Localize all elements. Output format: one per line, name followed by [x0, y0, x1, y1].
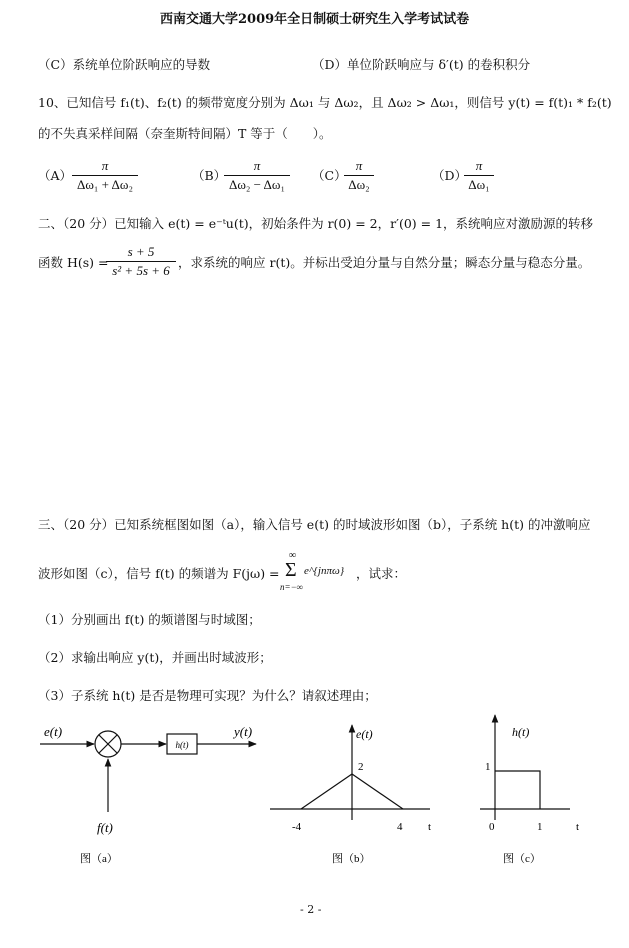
frac-numerator: π [253, 158, 261, 173]
q10-option-d-fraction [464, 158, 494, 193]
fig-b-triangle [301, 774, 403, 809]
fig-b-peak-label: 2 [358, 761, 364, 773]
sum-upper-limit: ∞ [289, 550, 297, 561]
q10-option-c-label: （C） [312, 168, 347, 183]
h-block [167, 734, 197, 754]
q10-stem-line2: 的不失真采样间隔（奈奎斯特间隔）T 等于（ ）。 [38, 126, 332, 141]
exam-title: 西南交通大学2009年全日制硕士研究生入学考试试卷 [160, 12, 470, 27]
fig-b-right-tick: 4 [397, 821, 403, 833]
sum-lower-limit: n=−∞ [280, 582, 304, 592]
figure-a [40, 731, 256, 812]
section2-line2-pre: 函数 H(s) = [38, 255, 109, 270]
frac-numerator: π [355, 158, 363, 173]
section3-item1: （1）分别画出 f(t) 的频谱图与时域图； [38, 612, 261, 627]
page-number: - 2 - [300, 903, 322, 916]
frac-bar [344, 175, 374, 176]
q10-option-b-label: （B） [192, 168, 227, 183]
frac-bar [106, 261, 176, 262]
fig-a-bottom-label: f(t) [97, 820, 113, 835]
figure-b [270, 725, 430, 820]
multiplier-cross-2 [99, 735, 117, 753]
section3-item3: （3）子系统 h(t) 是否是物理可实现？为什么？请叙述理由； [38, 688, 377, 703]
q9-option-d: （D）单位阶跃响应与 δ′(t) 的卷积积分 [312, 57, 531, 72]
section3-item2: （2）求输出响应 y(t)，并画出时域波形； [38, 650, 272, 665]
frac-denominator: Δω₁ + Δω₂ [76, 177, 133, 192]
fig-b-left-tick: -4 [292, 821, 302, 833]
q10-stem-line1: 10、已知信号 f₁(t)、f₂(t) 的频带宽度分别为 Δω₁ 与 Δω₂，且 Δω₂ > Δω₁，则信号 y(t) = f(t)₁ * f₂(t) [38, 95, 612, 110]
q10-option-a-fraction [72, 158, 138, 193]
fig-a-output-label: y(t) [234, 724, 253, 739]
frac-numerator: π [475, 158, 483, 173]
frac-denominator: Δω₁ [468, 177, 490, 192]
transfer-function-fraction [106, 244, 176, 279]
section3-line2-pre: 波形如图（c），信号 f(t) 的频谱为 F(jω) = [38, 566, 280, 581]
fig-a-caption: 图（a） [80, 853, 118, 865]
fig-c-end-tick: 1 [537, 821, 543, 833]
fig-a-input-label: e(t) [44, 724, 63, 739]
fig-c-pulse [495, 771, 540, 809]
fig-b-ylabel: e(t) [356, 727, 373, 741]
frac-denominator: s² + 5s + 6 [112, 263, 170, 278]
section3-line2-post: ，试求： [356, 566, 407, 581]
multiplier-circle [95, 731, 121, 757]
q10-option-c-fraction [344, 158, 374, 193]
q10-option-d-label: （D） [432, 168, 468, 183]
fig-b-xlabel: t [428, 821, 432, 833]
section2-line2-post: ，求系统的响应 r(t)。并标出受迫分量与自然分量；瞬态分量与稳态分量。 [178, 255, 591, 270]
frac-bar [224, 175, 290, 176]
fig-c-caption: 图（c） [503, 853, 541, 865]
frac-bar [464, 175, 494, 176]
q10-option-b-fraction [224, 158, 290, 193]
multiplier-cross-1 [99, 735, 117, 753]
sum-symbol: Σ [285, 559, 297, 581]
q9-option-c: （C）系统单位阶跃响应的导数 [38, 57, 211, 72]
fig-c-xlabel: t [576, 821, 580, 833]
sum-term: e^{jnπω} [304, 565, 345, 577]
fig-b-caption: 图（b） [332, 853, 371, 865]
frac-bar [72, 175, 138, 176]
fig-c-level-label: 1 [485, 761, 491, 773]
frac-denominator: Δω₂ [348, 177, 370, 192]
frac-denominator: Δω₂ − Δω₁ [228, 177, 285, 192]
q10-option-a-label: （A） [38, 168, 73, 183]
fig-c-origin-label: 0 [489, 821, 495, 833]
fig-c-ylabel: h(t) [512, 725, 530, 739]
frac-numerator: s + 5 [127, 244, 155, 259]
fig-a-block-label: h(t) [175, 740, 189, 750]
figure-c [480, 715, 570, 820]
frac-numerator: π [101, 158, 109, 173]
section3-line1: 三、（20 分）已知系统框图如图（a），输入信号 e(t) 的时域波形如图（b），子系统 h(t) 的冲激响应 [38, 517, 591, 532]
section2-line1: 二、（20 分）已知输入 e(t) = e⁻ᵗu(t)，初始条件为 r(0) = 2，r′(0) = 1，系统响应对激励源的转移 [38, 216, 594, 231]
